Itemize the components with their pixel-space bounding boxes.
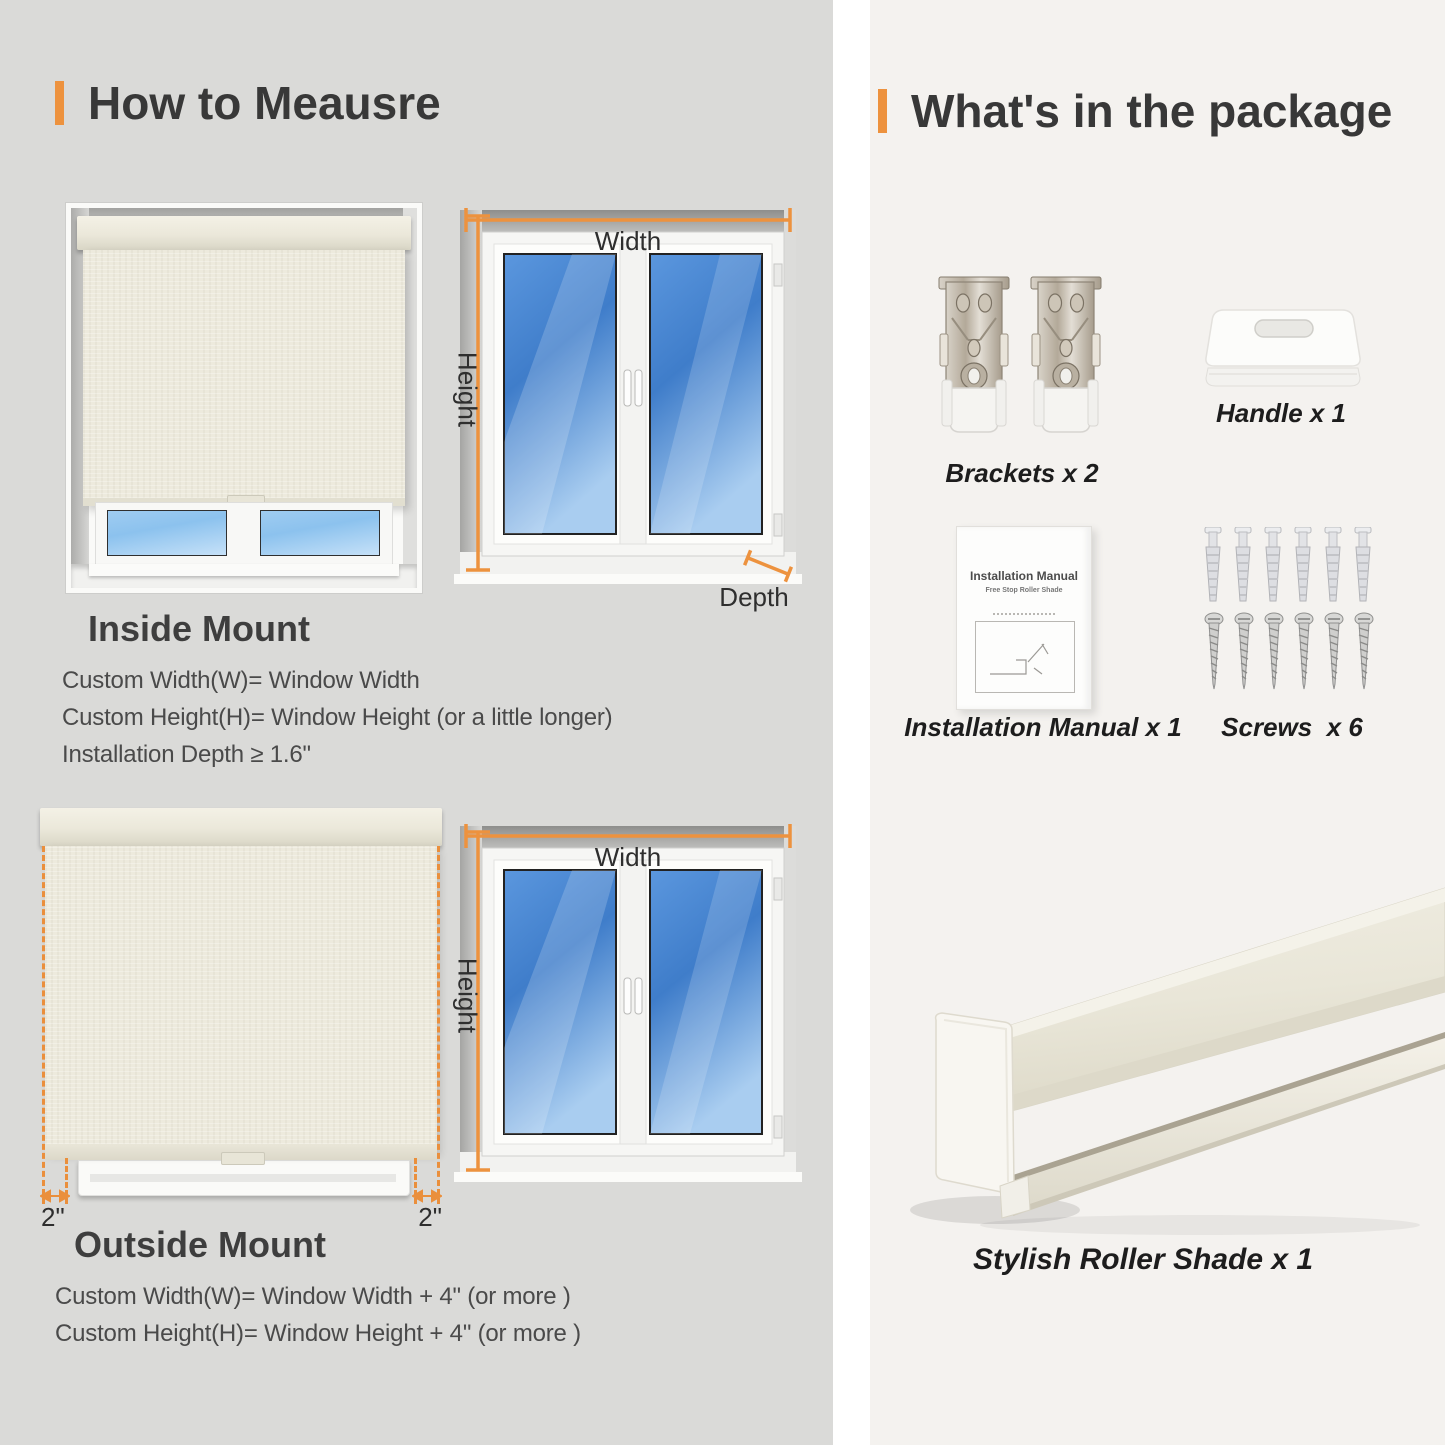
right-panel xyxy=(870,0,1445,1445)
roller-shade-image xyxy=(900,880,1445,1240)
handle-label: Handle x 1 xyxy=(1215,398,1347,428)
width-label: Width xyxy=(594,842,662,872)
inside-rule-width: Custom Width(W)= Window Width xyxy=(62,667,420,694)
inside-rule-depth: Installation Depth ≥ 1.6" xyxy=(62,741,311,768)
left-title-row xyxy=(55,76,441,130)
overhang-left-label: 2" xyxy=(41,1202,65,1232)
bracket-image-1 xyxy=(938,276,1010,436)
mini-window-pane-left xyxy=(107,510,227,556)
manual-image xyxy=(956,526,1092,710)
shade-cassette xyxy=(77,216,411,250)
right-title-row xyxy=(878,84,1392,138)
inside-mount-heading: Inside Mount xyxy=(88,608,310,649)
roller-shade-label: Stylish Roller Shade x 1 xyxy=(972,1243,1314,1276)
inside-measure-diagram xyxy=(452,202,804,614)
mini-window-pane-right xyxy=(260,510,380,556)
window-sill-line xyxy=(90,1174,396,1182)
left-title: How to Meausre xyxy=(88,77,441,129)
shade-cassette xyxy=(40,808,442,846)
panel-divider xyxy=(833,0,870,1445)
shade-fabric xyxy=(45,846,437,1152)
right-title: What's in the package xyxy=(911,85,1393,137)
inside-mount-figure xyxy=(65,202,423,594)
height-label: Height xyxy=(452,957,483,1034)
outside-mount-figure xyxy=(35,800,450,1235)
shade-pull-tab xyxy=(221,1152,265,1165)
overhang-dash-left-outer xyxy=(42,846,45,1204)
bracket-image-2 xyxy=(1030,276,1102,436)
inside-rule-height: Custom Height(H)= Window Height (or a little longer) xyxy=(62,704,613,731)
screws-label: Screws x 6 xyxy=(1221,712,1363,742)
overhang-dash-right-outer xyxy=(437,846,440,1204)
manual-cover-icons xyxy=(993,605,1055,615)
outside-rule-height: Custom Height(H)= Window Height + 4" (or more ) xyxy=(55,1320,581,1347)
outside-rule-width: Custom Width(W)= Window Width + 4" (or more ) xyxy=(55,1283,571,1310)
outside-mount-text xyxy=(55,1278,581,1352)
accent-bar xyxy=(55,81,64,125)
brackets-label: Brackets x 2 xyxy=(945,458,1099,488)
overhang-right-label: 2" xyxy=(418,1202,442,1232)
outside-diagram-art xyxy=(452,818,804,1203)
manual-label: Installation Manual x 1 xyxy=(904,712,1182,742)
outside-mount-heading: Outside Mount xyxy=(74,1224,326,1265)
manual-cover-title: Installation Manual xyxy=(969,569,1078,583)
manual-cover-diagram xyxy=(975,621,1075,693)
anchors-image xyxy=(1204,527,1382,607)
handle-image xyxy=(1200,302,1366,394)
depth-label: Depth xyxy=(719,582,789,612)
outside-measure-diagram xyxy=(452,818,804,1203)
inside-mount-text xyxy=(62,662,612,773)
screws-image xyxy=(1204,612,1382,692)
manual-cover-subtitle: Free Stop Roller Shade xyxy=(985,587,1063,594)
niche-right-face xyxy=(403,208,417,566)
accent-bar xyxy=(878,89,887,133)
inside-diagram-art xyxy=(452,202,804,614)
shade-fabric xyxy=(83,250,405,506)
height-label: Height xyxy=(452,351,483,428)
width-label: Width xyxy=(594,226,662,256)
mini-window-sill xyxy=(89,564,399,576)
